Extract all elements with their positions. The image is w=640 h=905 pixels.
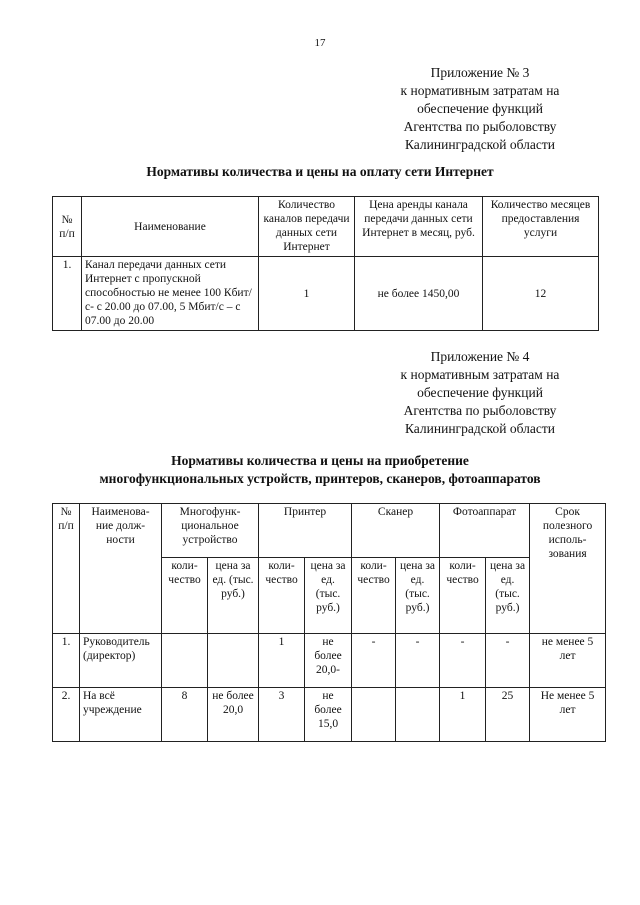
appendix-3-line: Агентства по рыболовству xyxy=(403,119,557,134)
header-num: № п/п xyxy=(53,197,82,257)
appendix-3-line: к нормативным затратам на xyxy=(400,83,560,98)
cell-mfu-price xyxy=(208,634,259,688)
cell-position: На всё учреждение xyxy=(80,688,162,742)
cell-price: не более 1450,00 xyxy=(355,257,483,331)
cell-channels: 1 xyxy=(259,257,355,331)
cell-scanner-qty xyxy=(352,688,396,742)
cell-camera-price: - xyxy=(486,634,530,688)
appendix-3-header xyxy=(360,64,600,154)
subheader-price: цена за ед. (тыс. руб.) xyxy=(396,558,440,634)
subheader-quantity: коли-чество xyxy=(440,558,486,634)
cell-months: 12 xyxy=(483,257,599,331)
table-4-title-line: Нормативы количества и цены на приобретение xyxy=(171,453,469,468)
subheader-price: цена за ед. (тыс. руб.) xyxy=(486,558,530,634)
appendix-4-line: Приложение № 4 xyxy=(430,349,530,364)
table-row xyxy=(53,257,599,331)
cell-useful-life: не менее 5 лет xyxy=(530,634,606,688)
subheader-quantity: коли-чество xyxy=(352,558,396,634)
header-printer: Принтер xyxy=(259,504,352,558)
table-4-title-line: многофункциональных устройств, принтеров, сканеров, фотоаппаратов xyxy=(99,471,541,486)
header-channels: Количество каналов передачи данных сети Интернет xyxy=(259,197,355,257)
cell-name: Канал передачи данных сети Интернет с пропускной способностью не менее 100 Кбит/с- с 20.00 до 07.00, 5 Мбит/с – с 07.00 до 20.00 xyxy=(82,257,259,331)
cell-num: 1. xyxy=(53,634,80,688)
page-number: 17 xyxy=(314,37,326,49)
equipment-table xyxy=(52,503,606,742)
cell-mfu-price: не более 20,0 xyxy=(208,688,259,742)
cell-position: Руководитель (директор) xyxy=(80,634,162,688)
table-row xyxy=(53,634,606,688)
header-scanner: Сканер xyxy=(352,504,440,558)
cell-printer-qty: 1 xyxy=(259,634,305,688)
cell-printer-price: не более 20,0- xyxy=(305,634,352,688)
table-header-row xyxy=(53,197,599,257)
cell-mfu-qty xyxy=(162,634,208,688)
appendix-3-line: Калининградской области xyxy=(404,137,556,152)
appendix-3-line: обеспечение функций xyxy=(417,101,543,116)
internet-table xyxy=(52,196,599,331)
header-num: № п/п xyxy=(53,504,80,634)
cell-mfu-qty: 8 xyxy=(162,688,208,742)
cell-scanner-price: - xyxy=(396,634,440,688)
subheader-price: цена за ед. (тыс. руб.) xyxy=(305,558,352,634)
cell-num: 1. xyxy=(53,257,82,331)
cell-camera-qty: 1 xyxy=(440,688,486,742)
appendix-4-line: обеспечение функций xyxy=(417,385,543,400)
cell-camera-qty: - xyxy=(440,634,486,688)
cell-num: 2. xyxy=(53,688,80,742)
table-header-row xyxy=(53,504,606,558)
header-mfu: Многофунк-циональное устройство xyxy=(162,504,259,558)
cell-printer-price: не более 15,0 xyxy=(305,688,352,742)
appendix-4-line: Калининградской области xyxy=(404,421,556,436)
table-row xyxy=(53,688,606,742)
header-price: Цена аренды канала передачи данных сети Интернет в месяц, руб. xyxy=(355,197,483,257)
cell-printer-qty: 3 xyxy=(259,688,305,742)
table-4-title xyxy=(0,452,640,488)
cell-scanner-qty: - xyxy=(352,634,396,688)
header-months: Количество месяцев предоставления услуги xyxy=(483,197,599,257)
appendix-4-header xyxy=(360,348,600,438)
header-camera: Фотоаппарат xyxy=(440,504,530,558)
subheader-quantity: коли-чество xyxy=(259,558,305,634)
cell-scanner-price xyxy=(396,688,440,742)
appendix-4-line: Агентства по рыболовству xyxy=(403,403,557,418)
header-name: Наименование xyxy=(82,197,259,257)
cell-useful-life: Не менее 5 лет xyxy=(530,688,606,742)
subheader-quantity: коли-чество xyxy=(162,558,208,634)
subheader-price: цена за ед. (тыс. руб.) xyxy=(208,558,259,634)
table-3-title: Нормативы количества и цены на оплату сети Интернет xyxy=(146,164,494,179)
appendix-3-line: Приложение № 3 xyxy=(430,65,530,80)
appendix-4-line: к нормативным затратам на xyxy=(400,367,560,382)
header-position: Наименова-ние долж-ности xyxy=(80,504,162,634)
header-useful-life: Срок полезного исполь-зования xyxy=(530,504,606,634)
cell-camera-price: 25 xyxy=(486,688,530,742)
